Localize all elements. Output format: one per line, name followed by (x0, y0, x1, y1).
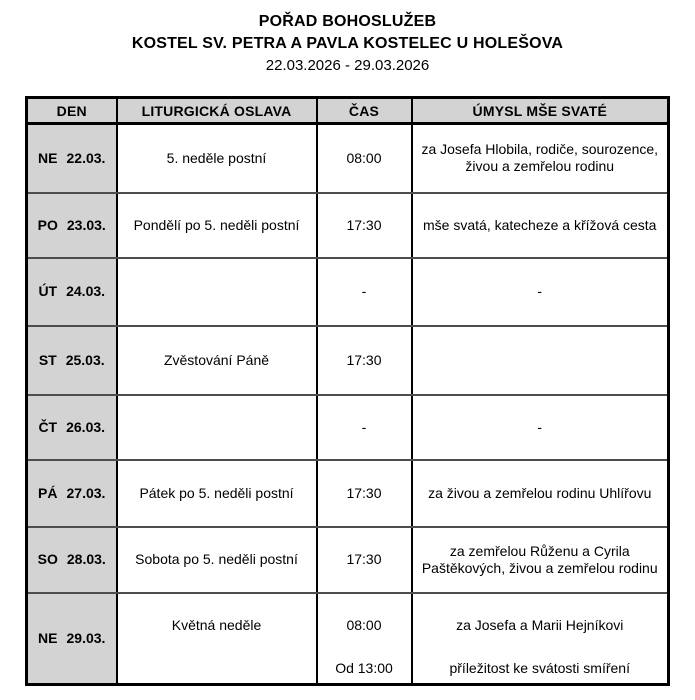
celebration-cell (117, 395, 317, 460)
intention-cell: - (412, 258, 669, 326)
schedule-table (25, 96, 670, 686)
table-row (27, 326, 669, 395)
intention-cell (412, 593, 669, 685)
column-header-liturgicka-oslava: LITURGICKÁ OSLAVA (117, 98, 317, 124)
day-date: 29.03. (66, 629, 106, 646)
celebration-spacer (126, 655, 308, 681)
intention-cell: za zemřelou Růženu a Cyrila Paštěkových, živou a zemřelou rodinu (412, 527, 669, 593)
day-abbr: PO (37, 216, 58, 233)
day-cell (27, 593, 117, 685)
intention-entry-1: za Josefa a Marii Hejníkovi (456, 616, 624, 633)
time-entry-1: 08:00 (346, 616, 382, 633)
day-date: 27.03. (66, 484, 106, 501)
intention-cell: za živou a zemřelou rodinu Uhlířovu (412, 460, 669, 527)
church-name: KOSTEL SV. PETRA A PAVLA KOSTELEC U HOLEŠOVA (131, 35, 564, 52)
table-row (27, 193, 669, 258)
celebration-cell: Pondělí po 5. neděli postní (117, 193, 317, 258)
column-header-umysl: ÚMYSL MŠE SVATÉ (412, 98, 669, 124)
time-cell: 08:00 (317, 124, 412, 193)
day-date: 24.03. (66, 283, 106, 299)
celebration-cell: Zvěstování Páně (117, 326, 317, 395)
time-cell: - (317, 395, 412, 460)
day-cell (27, 395, 117, 460)
day-date: 26.03. (66, 418, 106, 435)
date-range: 22.03.2026 - 29.03.2026 (265, 57, 430, 74)
time-entry-2: Od 13:00 (335, 659, 393, 676)
day-abbr: ÚT (38, 283, 58, 299)
table-row (27, 593, 669, 685)
day-abbr: NE (38, 629, 58, 646)
table-row (27, 460, 669, 527)
time-cell: - (317, 258, 412, 326)
table-header-row (27, 98, 669, 124)
table-row (27, 124, 669, 193)
table-row (27, 258, 669, 326)
page-title: POŘAD BOHOSLUŽEB (258, 13, 437, 30)
intention-cell (412, 326, 669, 395)
time-cell: 17:30 (317, 326, 412, 395)
document-header (0, 0, 695, 76)
day-cell (27, 193, 117, 258)
day-abbr: NE (38, 149, 58, 166)
day-date: 22.03. (66, 149, 106, 166)
celebration-cell: Sobota po 5. neděli postní (117, 527, 317, 593)
day-abbr: ST (38, 351, 57, 368)
column-header-den: DEN (27, 98, 117, 124)
day-date: 28.03. (66, 551, 106, 567)
table-row (27, 527, 669, 593)
time-cell: 17:30 (317, 527, 412, 593)
day-cell (27, 326, 117, 395)
celebration-text: Květná neděle (171, 616, 262, 633)
celebration-cell: Pátek po 5. neděli postní (117, 460, 317, 527)
day-cell (27, 124, 117, 193)
celebration-cell: 5. neděle postní (117, 124, 317, 193)
day-cell (27, 527, 117, 593)
intention-entry-2: příležitost ke svátosti smíření (449, 659, 630, 676)
day-cell (27, 258, 117, 326)
day-date: 25.03. (65, 351, 105, 368)
column-header-cas: ČAS (317, 98, 412, 124)
celebration-cell (117, 258, 317, 326)
time-cell: 17:30 (317, 193, 412, 258)
intention-cell: za Josefa Hlobila, rodiče, sourozence, živou a zemřelou rodinu (412, 124, 669, 193)
day-abbr: ČT (38, 418, 58, 435)
day-abbr: SO (37, 551, 58, 567)
celebration-cell (117, 593, 317, 685)
table-row (27, 395, 669, 460)
intention-cell: - (412, 395, 669, 460)
intention-cell: mše svatá, katecheze a křížová cesta (412, 193, 669, 258)
day-date: 23.03. (66, 216, 106, 233)
day-abbr: PÁ (38, 484, 58, 501)
day-cell (27, 460, 117, 527)
time-cell: 17:30 (317, 460, 412, 527)
time-cell (317, 593, 412, 685)
